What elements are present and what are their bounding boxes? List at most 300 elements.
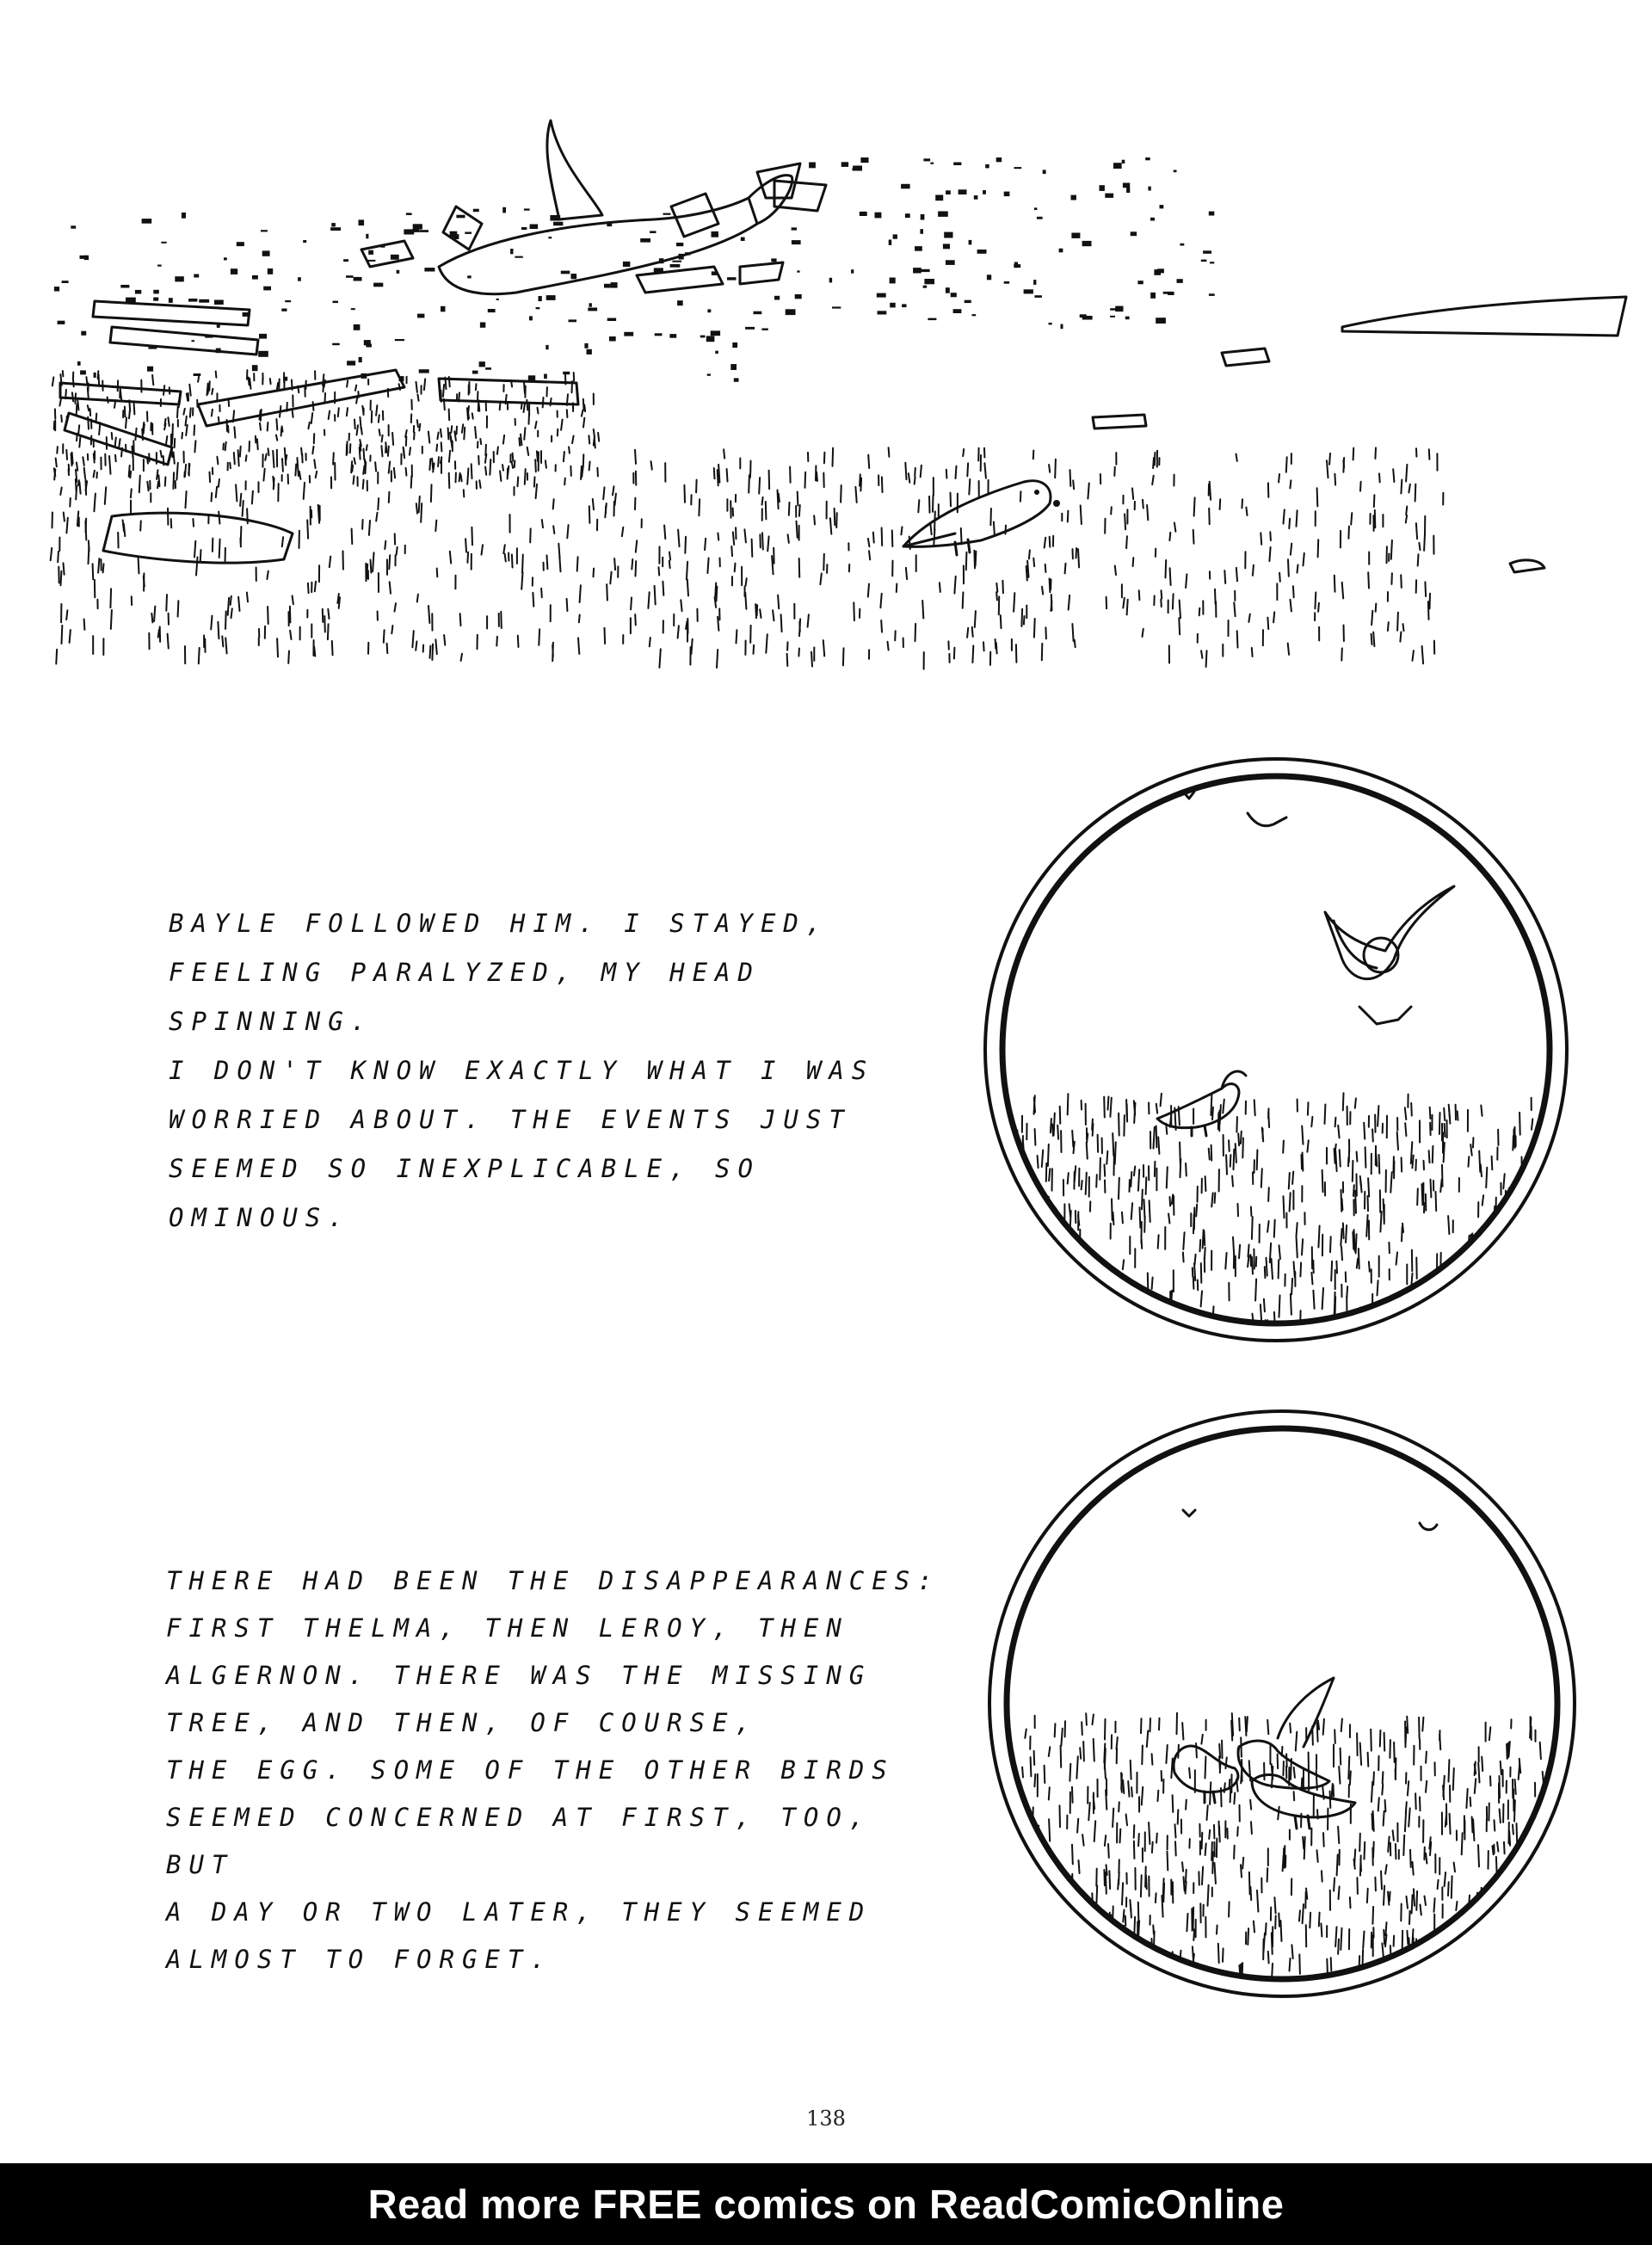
grass-stroke (1434, 1898, 1435, 1912)
grass-stroke (1453, 1768, 1454, 1790)
grass-stroke (1230, 1155, 1231, 1167)
grass-stroke (472, 413, 473, 418)
grass-stroke (500, 471, 501, 481)
grass-stroke (1299, 1910, 1300, 1921)
grass-stroke (1297, 1237, 1298, 1258)
grass-stroke (1381, 1872, 1382, 1890)
grass-stroke (85, 521, 86, 540)
grass-stroke (1046, 1282, 1047, 1299)
grass-stroke (1357, 1152, 1358, 1162)
grass-stroke (1388, 622, 1389, 631)
grass-stroke (1068, 1278, 1069, 1297)
grass-stroke (1125, 1916, 1126, 1926)
grass-stroke (1428, 601, 1429, 620)
debris-speck (587, 349, 592, 355)
grass-stroke (696, 480, 697, 493)
grass-stroke (1429, 449, 1430, 459)
grass-stroke (432, 645, 433, 660)
grass-stroke (1150, 1718, 1151, 1731)
grass-stroke (147, 457, 148, 463)
grass-stroke (1155, 1162, 1156, 1176)
grass-stroke (57, 447, 58, 453)
grass-stroke (91, 436, 92, 445)
grass-stroke (1405, 1728, 1406, 1748)
grass-stroke (1549, 1199, 1550, 1210)
grass-stroke (1265, 1267, 1266, 1278)
debris-speck (1037, 217, 1043, 219)
grass-stroke (922, 601, 923, 619)
grass-stroke (766, 502, 767, 519)
grass-stroke (1134, 1917, 1135, 1935)
debris-speck (450, 231, 458, 237)
debris-speck (727, 277, 737, 280)
grass-stroke (96, 472, 97, 478)
grass-stroke (176, 463, 177, 480)
grass-stroke (312, 447, 313, 454)
grass-stroke (603, 487, 604, 499)
grass-stroke (307, 520, 308, 538)
grass-stroke (1291, 1945, 1292, 1958)
grass-stroke (379, 429, 380, 435)
grass-stroke (1408, 1781, 1409, 1795)
grass-stroke (648, 592, 649, 608)
grass-stroke (501, 612, 502, 628)
debris-speck (243, 312, 250, 317)
grass-stroke (1063, 1915, 1064, 1935)
debris-speck (902, 304, 906, 307)
grass-stroke (1031, 1892, 1032, 1912)
grass-stroke (1194, 1263, 1195, 1280)
debris-speck (700, 336, 706, 338)
grass-stroke (1430, 1107, 1431, 1119)
grass-stroke (1482, 1195, 1483, 1206)
grass-stroke (787, 654, 788, 666)
debris-speck (1110, 308, 1115, 311)
grass-stroke (1264, 1934, 1266, 1952)
grass-stroke (1137, 1943, 1138, 1952)
debris-speck (354, 277, 362, 281)
grass-stroke (1290, 1193, 1291, 1211)
grass-stroke (1380, 1730, 1381, 1747)
grass-stroke (614, 558, 615, 570)
grass-stroke (177, 407, 178, 418)
grass-stroke (1060, 1805, 1061, 1827)
debris-speck (946, 260, 955, 265)
grass-stroke (1405, 1107, 1407, 1119)
debris-speck (669, 334, 676, 338)
grass-stroke (996, 592, 997, 600)
grass-stroke (577, 557, 578, 571)
grass-stroke (1241, 1132, 1242, 1144)
grass-stroke (444, 635, 445, 645)
grass-stroke (1367, 1889, 1368, 1903)
grass-stroke (1274, 1897, 1275, 1913)
grass-stroke (1300, 1263, 1301, 1277)
grass-stroke (1225, 1757, 1226, 1768)
grass-stroke (972, 627, 973, 637)
grass-stroke (636, 561, 637, 576)
grass-stroke (1535, 1166, 1536, 1175)
grass-stroke (1302, 1239, 1303, 1255)
grass-stroke (1430, 594, 1431, 609)
debris-speck (920, 229, 923, 234)
grass-stroke (382, 435, 383, 442)
grass-stroke (1359, 1834, 1360, 1851)
grass-stroke (1437, 1348, 1438, 1351)
grass-stroke (1070, 470, 1071, 486)
grass-stroke (1368, 1196, 1369, 1211)
grass-stroke (1372, 1129, 1373, 1141)
grass-stroke (1308, 1102, 1309, 1115)
promo-banner-link[interactable]: Read more FREE comics on ReadComicOnline (367, 2181, 1285, 2227)
grass-stroke (1445, 1124, 1446, 1137)
grass-stroke (395, 603, 397, 612)
grass-stroke (1481, 1106, 1482, 1116)
grass-stroke (236, 484, 237, 501)
grass-stroke (70, 498, 71, 507)
grass-stroke (1054, 1243, 1055, 1253)
grass-stroke (419, 424, 420, 431)
grass-stroke (1238, 1204, 1239, 1216)
grass-stroke (1036, 1989, 1037, 2008)
grass-stroke (1415, 1160, 1416, 1170)
grass-stroke (1379, 1988, 1380, 2000)
grass-stroke (1105, 1164, 1106, 1175)
grass-stroke (1209, 1830, 1210, 1839)
grass-stroke (511, 380, 512, 387)
grass-stroke (1003, 1985, 1004, 2001)
debris-speck (1150, 218, 1155, 221)
grass-stroke (1539, 1827, 1540, 1841)
grass-stroke (1031, 1757, 1032, 1776)
grass-stroke (429, 459, 430, 470)
grass-stroke (1230, 1789, 1231, 1802)
grass-stroke (66, 450, 67, 459)
debris-speck (924, 279, 934, 284)
grass-stroke (1158, 1235, 1159, 1249)
grass-stroke (1330, 1237, 1331, 1252)
grass-stroke (1108, 1347, 1109, 1351)
grass-stroke (567, 410, 568, 417)
grass-stroke (1272, 1933, 1273, 1954)
grass-stroke (811, 652, 812, 667)
grass-stroke (467, 468, 468, 484)
grass-stroke (1325, 1105, 1326, 1124)
grass-stroke (1067, 1272, 1068, 1292)
grass-stroke (61, 416, 62, 422)
grass-stroke (788, 534, 789, 543)
grass-stroke (246, 455, 247, 461)
grass-stroke (1558, 1941, 1559, 1957)
grass-stroke (1372, 1907, 1373, 1924)
grass-stroke (1059, 1233, 1060, 1243)
debris-speck (366, 234, 368, 239)
grass-stroke (1307, 1140, 1308, 1152)
grass-stroke (1451, 1333, 1452, 1350)
grass-stroke (1154, 1127, 1155, 1149)
grass-stroke (1520, 1274, 1521, 1295)
debris-speck (923, 158, 930, 161)
grass-stroke (1407, 1717, 1408, 1733)
grass-stroke (594, 569, 595, 577)
grass-stroke (1407, 1931, 1408, 1945)
grass-stroke (1346, 1225, 1347, 1243)
grass-stroke (231, 608, 232, 618)
grass-stroke (799, 558, 800, 577)
grass-stroke (323, 609, 324, 622)
grass-stroke (173, 472, 174, 489)
debris-speck (1131, 231, 1137, 236)
grass-stroke (1241, 1865, 1242, 1877)
debris-speck (1034, 295, 1042, 298)
debris-speck (754, 311, 762, 315)
grass-stroke (421, 503, 422, 522)
debris-speck (252, 365, 258, 371)
grass-stroke (1416, 523, 1417, 539)
grass-stroke (361, 428, 362, 435)
debris-speck (298, 277, 301, 281)
grass-stroke (1175, 1334, 1176, 1351)
grass-stroke (1397, 613, 1398, 631)
grass-stroke (308, 422, 309, 429)
grass-stroke (1524, 1336, 1525, 1351)
grass-stroke (1131, 1787, 1132, 1797)
grass-stroke (524, 428, 525, 440)
grass-stroke (1061, 1746, 1062, 1767)
debris-speck (604, 284, 611, 288)
grass-stroke (553, 499, 554, 509)
debris-speck (1071, 233, 1080, 238)
grass-stroke (1456, 1304, 1457, 1314)
grass-stroke (990, 509, 991, 525)
grass-stroke (394, 468, 395, 478)
grass-stroke (502, 465, 503, 471)
grass-stroke (1403, 1835, 1404, 1855)
grass-stroke (1086, 1713, 1087, 1725)
grass-stroke (598, 433, 599, 441)
grass-stroke (1306, 1889, 1307, 1899)
grass-stroke (1186, 1800, 1187, 1810)
grass-stroke (66, 610, 67, 620)
grass-stroke (1251, 1980, 1252, 1995)
grass-stroke (1288, 559, 1289, 576)
grass-stroke (1327, 460, 1328, 478)
grass-stroke (1500, 1776, 1501, 1798)
grass-stroke (1503, 1956, 1504, 1965)
grass-stroke (1131, 1203, 1132, 1219)
grass-stroke (1232, 1713, 1233, 1736)
debris-speck (473, 209, 479, 213)
grass-stroke (1560, 1248, 1561, 1266)
grass-stroke (273, 477, 274, 486)
grass-stroke (1069, 1267, 1071, 1283)
grass-stroke (1341, 1190, 1342, 1212)
grass-stroke (1072, 1911, 1073, 1928)
grass-stroke (1378, 1798, 1379, 1810)
grass-stroke (485, 445, 486, 456)
debris-speck (679, 254, 684, 260)
grass-stroke (1080, 1307, 1081, 1326)
grass-stroke (417, 420, 418, 427)
grass-stroke (1194, 497, 1195, 515)
grass-stroke (655, 586, 656, 605)
grass-stroke (1504, 1842, 1505, 1854)
grass-stroke (1360, 1743, 1361, 1765)
grass-stroke (1391, 573, 1392, 584)
wreckage-landscape-illustration (0, 0, 1652, 688)
grass-stroke (1152, 1322, 1153, 1344)
grass-stroke (435, 521, 436, 532)
grass-stroke (522, 555, 523, 573)
grass-stroke (1470, 1798, 1471, 1806)
debris-speck (1071, 195, 1076, 200)
grass-stroke (551, 398, 552, 405)
grass-stroke (1163, 1878, 1164, 1895)
grass-stroke (1093, 1715, 1094, 1725)
grass-stroke (88, 417, 89, 429)
grass-stroke (892, 530, 893, 546)
grass-stroke (1532, 1995, 1533, 2014)
grass-stroke (1342, 583, 1344, 599)
debris-speck (921, 269, 930, 272)
grass-stroke (1294, 1767, 1295, 1778)
debris-speck (732, 342, 737, 348)
grass-stroke (1061, 1729, 1062, 1746)
grass-stroke (1117, 1954, 1118, 1972)
grass-stroke (714, 468, 715, 478)
grass-stroke (1034, 1751, 1035, 1765)
grass-stroke (354, 458, 355, 464)
grass-stroke (1519, 1763, 1520, 1779)
grass-stroke (1533, 1986, 1534, 1997)
grass-stroke (357, 425, 359, 435)
grass-stroke (1034, 1774, 1035, 1786)
grass-stroke (1460, 1971, 1461, 1992)
grass-stroke (376, 405, 377, 416)
grass-stroke (265, 453, 266, 459)
grass-stroke (1202, 1833, 1203, 1849)
grass-stroke (1474, 1267, 1475, 1286)
debris-speck (996, 157, 1002, 162)
grass-stroke (934, 511, 935, 530)
grass-stroke (451, 426, 452, 433)
grass-stroke (1139, 590, 1140, 600)
grass-stroke (1539, 1903, 1540, 1918)
grass-stroke (1337, 1854, 1338, 1875)
grass-stroke (1449, 1760, 1450, 1782)
grass-stroke (1149, 1988, 1150, 2010)
grass-stroke (1183, 1253, 1184, 1262)
grass-stroke (1336, 1261, 1337, 1274)
grass-stroke (1412, 1895, 1413, 1913)
grass-stroke (416, 382, 417, 392)
grass-stroke (1075, 640, 1076, 648)
grass-stroke (399, 384, 400, 390)
grass-stroke (464, 490, 465, 496)
grass-stroke (1322, 1288, 1323, 1309)
debris-speck (333, 301, 339, 304)
grass-stroke (1521, 1217, 1522, 1229)
grass-stroke (1405, 1810, 1406, 1831)
grass-stroke (1148, 1273, 1149, 1290)
grass-stroke (1394, 1742, 1395, 1762)
grass-stroke (1026, 566, 1027, 581)
grass-stroke (465, 539, 466, 552)
grass-stroke (347, 408, 348, 416)
grass-stroke (1350, 1771, 1351, 1785)
grass-stroke (480, 439, 481, 444)
grass-stroke (1353, 448, 1354, 460)
grass-stroke (589, 506, 590, 523)
grass-stroke (1390, 1172, 1391, 1192)
grass-stroke (392, 433, 393, 445)
grass-stroke (789, 503, 790, 515)
debris-speck (853, 166, 862, 171)
debris-speck (510, 249, 513, 254)
grass-stroke (1000, 1263, 1001, 1285)
grass-stroke (457, 427, 458, 435)
grass-stroke (921, 466, 922, 478)
grass-stroke (194, 425, 195, 435)
grass-stroke (1299, 1954, 1300, 1974)
grass-stroke (1123, 1260, 1124, 1269)
grass-stroke (1175, 1824, 1176, 1837)
grass-stroke (505, 554, 506, 562)
grass-stroke (449, 473, 450, 488)
grass-stroke (814, 515, 815, 524)
grass-stroke (157, 482, 158, 489)
debris-speck (397, 270, 400, 274)
grass-stroke (1215, 1863, 1216, 1884)
grass-stroke (1439, 1113, 1440, 1134)
grass-stroke (387, 644, 388, 653)
grass-stroke (1042, 1150, 1043, 1168)
grass-stroke (733, 532, 734, 545)
grass-stroke (194, 541, 195, 558)
grass-stroke (165, 478, 166, 486)
grass-stroke (1280, 1921, 1281, 1941)
grass-stroke (1088, 1803, 1089, 1820)
grass-stroke (151, 614, 152, 623)
debris-speck (84, 256, 89, 260)
grass-stroke (1088, 1326, 1089, 1336)
grass-stroke (1470, 1929, 1471, 1946)
grass-stroke (956, 466, 957, 478)
debris-speck (1174, 170, 1177, 173)
debris-speck (786, 309, 796, 315)
grass-stroke (1027, 561, 1028, 577)
grass-stroke (1068, 1173, 1069, 1184)
grass-stroke (1252, 1217, 1253, 1239)
grass-stroke (1201, 651, 1202, 658)
grass-stroke (1543, 1772, 1544, 1785)
grass-stroke (1077, 1819, 1078, 1833)
debris-speck (263, 287, 271, 291)
grass-stroke (216, 372, 217, 378)
grass-stroke (1132, 488, 1133, 499)
grass-stroke (161, 451, 162, 457)
grass-stroke (1478, 1308, 1479, 1327)
grass-stroke (1104, 1870, 1105, 1885)
grass-stroke (131, 489, 132, 497)
grass-stroke (168, 417, 169, 426)
debris-speck (1061, 324, 1063, 330)
grass-stroke (1149, 1350, 1150, 1351)
grass-stroke (1415, 1793, 1416, 1809)
grass-stroke (1466, 1297, 1468, 1308)
grass-stroke (437, 569, 438, 577)
grass-stroke (1279, 1245, 1280, 1259)
